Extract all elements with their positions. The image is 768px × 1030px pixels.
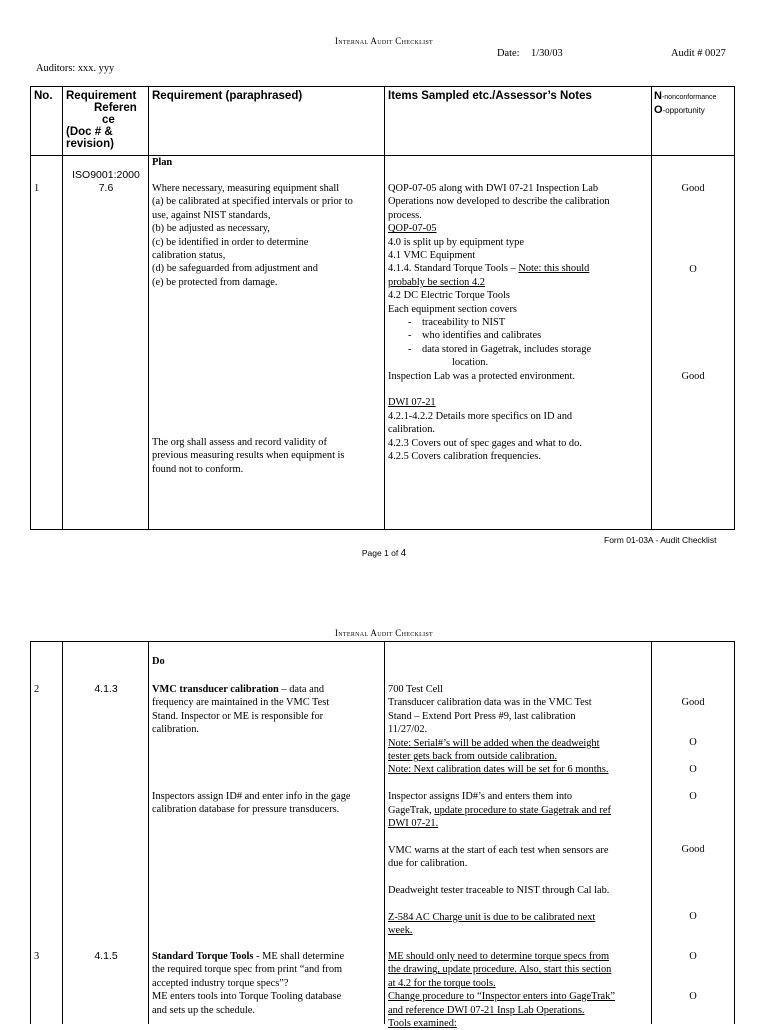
list-item: - traceability to NIST [388,316,650,329]
status-value: O [689,991,697,1002]
form-footer: Form 01-03A - Audit Checklist [604,535,717,545]
section-heading-do: Do [152,656,165,667]
section-heading-plan: Plan [152,157,173,168]
status-value: O [689,764,697,775]
requirement-text-2: The org shall assess and record validity of previous measuring results when equipment is found not to conform. [152,437,345,475]
procedure-link: QOP-07-05 [388,223,437,235]
header-assessor-notes: Items Sampled etc./Assessor’s Notes [388,90,592,102]
status-value: O [689,951,697,962]
row-number: 2 [34,684,40,695]
requirement-reference: ISO9001:2000 7.6 [72,169,140,194]
requirement-reference: 4.1.5 [94,950,118,962]
header-status-legend: N-nonconformance O-opportunity [654,90,717,116]
header-requirement-paraphrased: Requirement (paraphrased) [152,90,303,102]
requirement-text: Standard Torque Tools - ME shall determine the required torque spec from print “and from accepted industry torque specs”? ME enters tools into Torque Tooling database and sets up the schedule. [152,951,345,1016]
list-item: location. [452,357,489,369]
header-requirement-reference: Requirement Referen ce (Doc # & revision) [66,90,137,150]
status-value: O [689,791,697,802]
status-value: O [689,911,697,922]
list-item: - data stored in Gagetrak, includes storage [388,343,650,356]
status-value: Good [681,183,705,194]
requirement-reference: 4.1.3 [94,683,118,695]
status-value: O [689,264,697,275]
header-no: No. [34,90,53,102]
page-title: Internal Audit Checklist [334,36,434,46]
audit-number: Audit # 0027 [671,48,726,59]
status-value: Good [681,844,705,855]
page-title: Internal Audit Checklist [334,628,434,638]
status-value: Good [681,371,705,382]
date-value: 1/30/03 [531,48,563,59]
requirement-text: VMC transducer calibration – data and frequency are maintained in the VMC Test Stand. Inspector or ME is responsible for calibration. [152,684,330,736]
row-number: 1 [34,183,40,194]
date-label: Date: [497,48,520,59]
assessor-notes: QOP-07-05 along with DWI 07-21 Inspection Lab Operations now developed to describe the calibration process. QOP-07-05 4.0 is split up by equipment type 4.1 VMC Equipment 4.1.4. Standard Torque Tools – Note: this should probably be section 4.2 4.2 DC Electric Torque Tools Each equipment section covers - traceability to NIST - who identifies and calibrates - data stored in Gagetrak, includes storage location. Inspection Lab was a protected environment. DWI 07-21 4.2.1-4.2.2 Details more specifics on ID and calibration. 4.2.3 Covers out of spec gages and what to do. 4.2.5 Covers calibration frequencies. [388,182,650,464]
page-number: Page 1 of 4 [361,548,407,559]
auditors: Auditors: xxx. yyy [36,63,115,74]
assessor-notes: ME should only need to determine torque specs from the drawing, update procedure. Also, start this section at 4.2 for the torque tools. Change procedure to “Inspector enters into GageTrak” and reference DWI 07-21 Insp Lab Operations. Tools examined: [388,951,615,1030]
status-value: Good [681,697,705,708]
list-item: - who identifies and calibrates [388,329,650,342]
assessor-notes: 700 Test Cell Transducer calibration data was in the VMC Test Stand – Extend Port Press #9, last calibration 11/27/02. Note: Serial#’s will be added when the deadweight tester gets back from outside calibration. Note: Next calibration dates will be set for 6 months. Inspector assigns ID#’s and enters them into GageTrak, update procedure to state Gagetrak and ref DWI 07-21. VMC warns at the start of each test when sensors are due for calibration. Deadweight tester traceable to NIST through Cal lab. Z-584 AC Charge unit is due to be calibrated next week. [388,684,611,937]
requirement-text: Where necessary, measuring equipment shall (a) be calibrated at specified intervals or prior to use, against NIST standards, (b) be adjusted as necessary, (c) be identified in order to determine calibration status, (d) be safeguarded from adjustment and (e) be protected from damage. [152,183,353,288]
procedure-link: DWI 07-21 [388,397,436,409]
requirement-text-2: Inspectors assign ID# and enter info in the gage calibration database for pressure transducers. [152,791,351,816]
coverage-list [388,316,650,370]
status-value: O [689,737,697,748]
row-number: 3 [34,951,40,962]
